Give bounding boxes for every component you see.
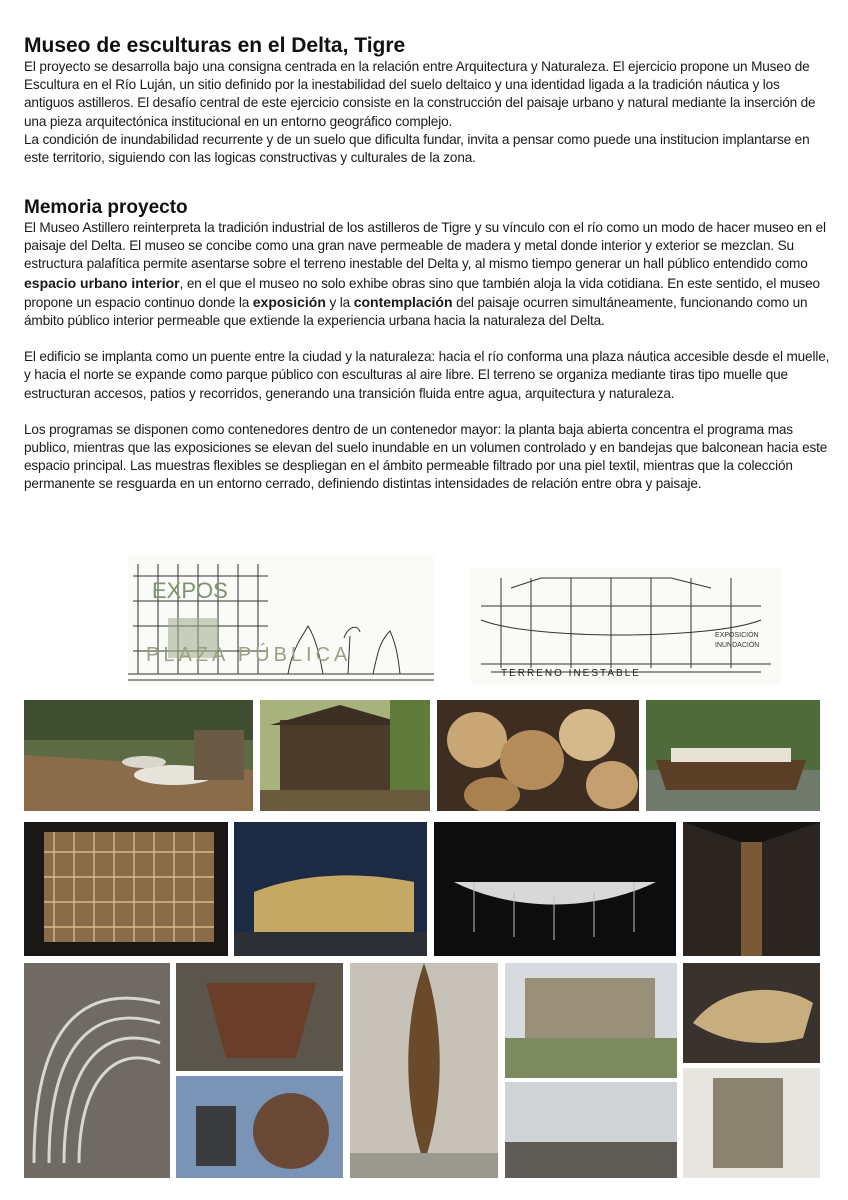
sketch-label-plaza: PLAZA PÚBLICA (146, 644, 352, 666)
intro-paragraph-2: La condición de inundabilidad recurrente y de un suelo que dificulta fundar, invita a pensar como puede una institucion implantarse en este territorio, siguiendo con las logicas constructivas y culturales de la zona. (24, 131, 810, 166)
photo-render-interior (505, 1082, 677, 1178)
photo-tower-render (683, 1068, 820, 1178)
memoria-heading: Memoria proyecto (24, 197, 188, 218)
photo-ship-under-glass (350, 963, 498, 1178)
photo-render-scaffold-building (505, 963, 677, 1078)
photo-night-building (234, 822, 427, 956)
sketch-plaza-publica (128, 556, 434, 686)
memoria-section (24, 197, 832, 494)
photo-wooden-house (260, 700, 430, 811)
sketch-label-terreno: TERRENO INESTABLE (501, 668, 641, 679)
photo-ship-hull-frame (24, 963, 170, 1178)
photo-river-boat (646, 700, 820, 811)
sketch-label-exposicion: EXPOSICIÓN (715, 632, 759, 639)
sketch-label-inundacion: INUNDACIÓN (715, 642, 760, 649)
intro-section (24, 34, 832, 167)
photo-hull-model (683, 963, 820, 1063)
photo-ship-sections (176, 1076, 343, 1178)
memoria-paragraph-1: El Museo Astillero reinterpreta la tradición industrial de los astilleros de Tigre y su vínculo con el río como un modo de hacer museo en el paisaje del Delta. El museo se concibe como una gran nave permeable de madera y metal donde interior y exterior se mezclan. Su estructura palafítica permite asentarse sobre el terreno inestable del Delta y, al mismo tiempo generar un hall público entendido como espacio urbano interior, en el que el museo no solo exhibe obras sino que también aloja la vida cotidiana. En este sentido, el museo propone un espacio continuo donde la exposición y la contemplación del paisaje ocurren simultáneamente, funcionando como un ámbito público interior permeable que extiende la experiencia urbana hacia la naturaleza del Delta. (24, 220, 826, 329)
sketch-terreno-inestable (471, 568, 781, 684)
page-title: Museo de esculturas en el Delta, Tigre (24, 34, 406, 57)
photo-wooden-corridor (683, 822, 820, 956)
photo-wicker-baskets (437, 700, 639, 811)
intro-paragraph-1: El proyecto se desarrolla bajo una consigna centrada en la relación entre Arquitectura y Naturaleza. El ejercicio propone un Museo de Escultura en el Río Luján, un sitio definido por la inestabilidad del suelo deltaico y una identidad ligada a la tradición náutica y los antiguos astilleros. El desafío central de este ejercicio consiste en la construcción del paisaje urbano y natural mediante la inserción de una pieza arquitectónica institucional en un entorno geográfico complejo. (24, 59, 816, 129)
memoria-paragraph-2: El edificio se implanta como un puente entre la ciudad y la naturaleza: hacia el río conforma una plaza náutica accesible desde el muelle, y hacia el norte se expande como parque público con esculturas al aire libre. El terreno se organiza mediante tiras tipo muelle que estructuran accesos, patios y recorridos, generando una transición fluida entre agua, arquitectura y naturaleza. (24, 349, 830, 401)
photo-wooden-model (24, 822, 228, 956)
photo-canopy-structure (434, 822, 676, 956)
photo-shipyard-hull (176, 963, 343, 1071)
memoria-paragraph-3: Los programas se disponen como contenedores dentro de un contenedor mayor: la planta baja abierta concentra el programa mas publico, mientras que las exposiciones se elevan del suelo inundable en un volumen controlado y en bandejas que balconean hacia este espacio principal. Las muestras flexibles se despliegan en el ámbito permeable filtrado por una piel textil, mientras que la colección permanente se resguarda en un entorno cerrado, definiendo distintas intensidades de relación entre obra y paisaje. (24, 421, 828, 492)
photo-delta-river-boats (24, 700, 253, 811)
sketch-label-expos: EXPOS (152, 578, 228, 603)
